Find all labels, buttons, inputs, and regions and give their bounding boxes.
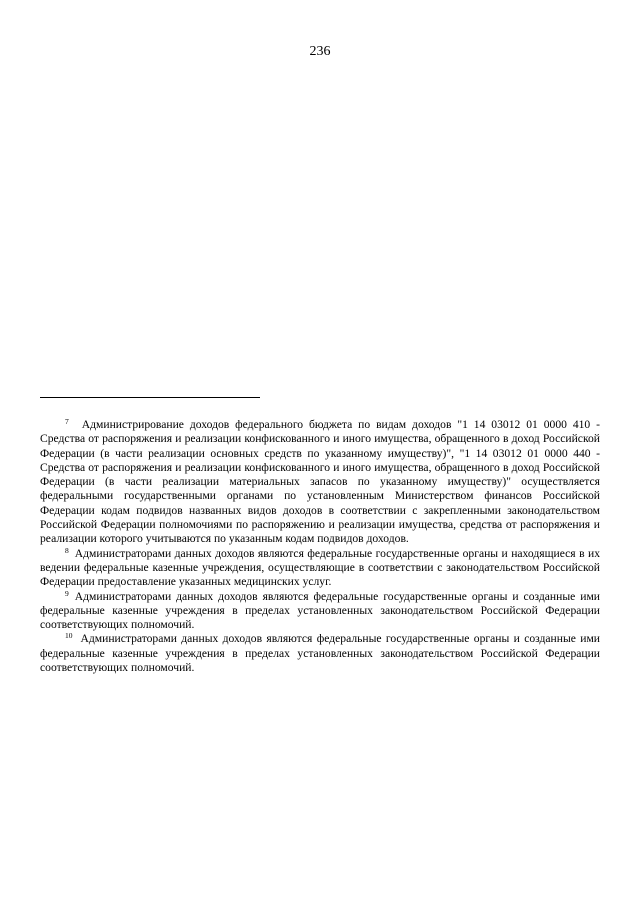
footnotes-section [40,418,600,675]
footnote-10 [40,632,600,675]
footnote-9 [40,590,600,633]
footnote-mark: 7 [65,417,69,426]
footnote-text: Администраторами данных доходов являются федеральные государственные органы и созданные ими федеральные казенные учреждения в пределах установленных законодательством Российской Федерации соответствующих полномочий. [40,632,600,675]
page-number: 236 [309,44,331,59]
footnote-mark: 8 [65,545,69,555]
footnote-mark: 9 [65,588,69,598]
footnote-text: Администраторами данных доходов являются федеральные государственные органы и созданные ими федеральные казенные учреждения в пределах установленных законодательством Российской Федерации соответствующих полномочий. [40,589,600,632]
footnote-text: Администраторами данных доходов являются федеральные государственные органы и находящиеся в их ведении федеральные казенные учреждения, осуществляющие в соответствии с законодательством Российской Федерации предоставление указанных медицинских услуг. [40,546,600,589]
footnote-separator [40,397,260,398]
footnote-text: Администрирование доходов федерального бюджета по видам доходов "1 14 03012 01 0000 410 - Средства от распоряжения и реализации конфискованного и иного имущества, обращенного в доход Российской Федерации (в части реализации основных средств по указанному имуществу)", "1 14 03012 01 0000 440 - Средства от распоряжения и реализации конфискованного и иного имущества, обращенного в доход Российской Федерации (в части реализации материальных запасов по указанному имуществу)" осуществляется федеральными государственными органами по установленным Министерством финансов Российской Федерации кодам подвидов названных видов доходов в соответствии с закрепленными законодательством Российской Федерации полномочиями по распоряжению и реализации имущества, средства от распоряжения и реализации которого учитываются по указанным кодам подвидов доходов. [40,418,600,546]
footnote-7 [40,418,600,547]
footnote-8 [40,547,600,590]
footnote-mark: 10 [65,631,73,641]
